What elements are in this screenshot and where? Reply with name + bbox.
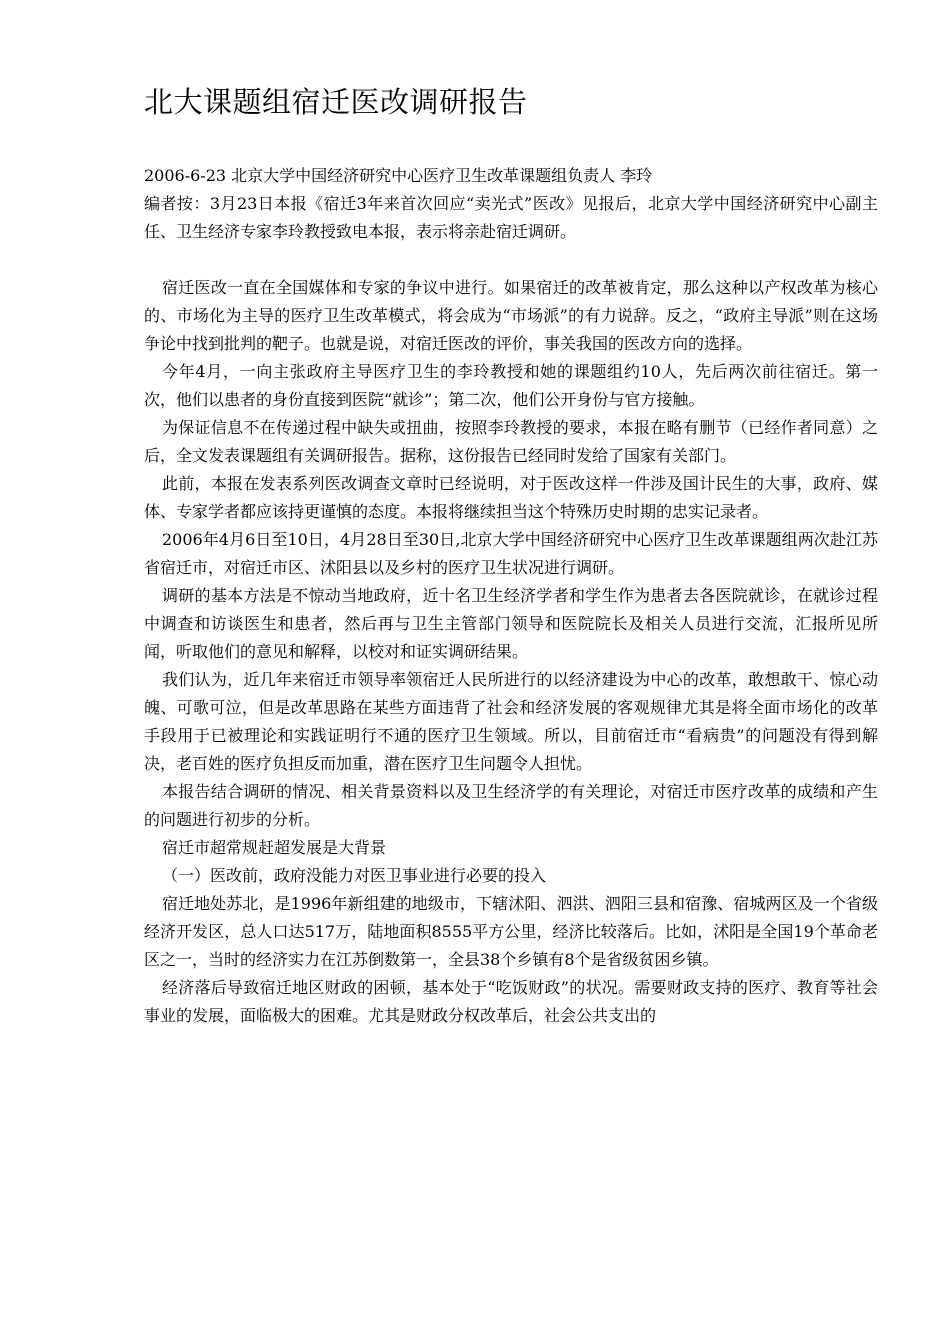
body-paragraph: 宿迁医改一直在全国媒体和专家的争议中进行。如果宿迁的改革被肯定，那么这种以产权改革为核心的、市场化为主导的医疗卫生改革模式，将会成为“市场派”的有力说辞。反之，“政府主导派”则在这场争论中找到批判的靶子。也就是说，对宿迁医改的评价，事关我国的医改方向的选择。	[144, 278, 878, 353]
document-meta: 2006-6-23 北京大学中国经济研究中心医疗卫生改革课题组负责人 李玲	[144, 166, 653, 185]
body-paragraph: 此前，本报在发表系列医改调查文章时已经说明，对于医改这样一件涉及国计民生的大事，政府、媒体、专家学者都应该持更谨慎的态度。本报将继续担当这个特殊历史时期的忠实记录者。	[144, 474, 878, 521]
subsection-heading: （一）医改前，政府没能力对医卫事业进行必要的投入	[162, 866, 547, 885]
body-paragraph: 宿迁地处苏北，是1996年新组建的地级市，下辖沭阳、泗洪、泗阳三县和宿豫、宿城两区及一个省级经济开发区，总人口达517万，陆地面积8555平方公里，经济比较落后。比如，沭阳是全国19个革命老区之一，当时的经济实力在江苏倒数第一，全县38个乡镇有8个是省级贫困乡镇。	[144, 894, 878, 969]
body-paragraph: 调研的基本方法是不惊动当地政府，近十名卫生经济学者和学生作为患者去各医院就诊，在就诊过程中调查和访谈医生和患者，然后再与卫生主管部门领导和医院院长及相关人员进行交流，汇报所见所闻，听取他们的意见和解释，以校对和证实调研结果。	[144, 586, 878, 661]
editor-note: 编者按：3月23日本报《宿迁3年来首次回应“卖光式”医改》见报后，北京大学中国经济研究中心副主任、卫生经济专家李玲教授致电本报，表示将亲赴宿迁调研。	[144, 194, 878, 241]
body-paragraph: 我们认为，近几年来宿迁市领导率领宿迁人民所进行的以经济建设为中心的改革，敢想敢干、惊心动魄、可歌可泣，但是改革思路在某些方面违背了社会和经济发展的客观规律尤其是将全面市场化的改革手段用于已被理论和实践证明行不通的医疗卫生领域。所以，目前宿迁市“看病贵”的问题没有得到解决，老百姓的医疗负担反而加重，潜在医疗卫生问题令人担忧。	[144, 670, 878, 773]
document-title: 北大课题组宿迁医改调研报告	[144, 85, 528, 119]
section-heading: 宿迁市超常规赶超发展是大背景	[162, 838, 387, 857]
body-paragraph: 今年4月，一向主张政府主导医疗卫生的李玲教授和她的课题组约10人，先后两次前往宿迁。第一次，他们以患者的身份直接到医院“就诊”；第二次，他们公开身份与官方接触。	[144, 362, 878, 409]
body-paragraph: 本报告结合调研的情况、相关背景资料以及卫生经济学的有关理论，对宿迁市医疗改革的成绩和产生的问题进行初步的分析。	[144, 782, 878, 829]
body-paragraph: 2006年4月6日至10日，4月28日至30日,北京大学中国经济研究中心医疗卫生改革课题组两次赴江苏省宿迁市，对宿迁市区、沭阳县以及乡村的医疗卫生状况进行调研。	[144, 530, 878, 577]
body-paragraph: 经济落后导致宿迁地区财政的困顿，基本处于“吃饭财政”的状况。需要财政支持的医疗、教育等社会事业的发展，面临极大的困难。尤其是财政分权改革后，社会公共支出的	[144, 978, 878, 1025]
body-paragraph: 为保证信息不在传递过程中缺失或扭曲，按照李玲教授的要求，本报在略有删节（已经作者同意）之后，全文发表课题组有关调研报告。据称，这份报告已经同时发给了国家有关部门。	[144, 418, 878, 465]
document-page	[144, 72, 878, 1030]
